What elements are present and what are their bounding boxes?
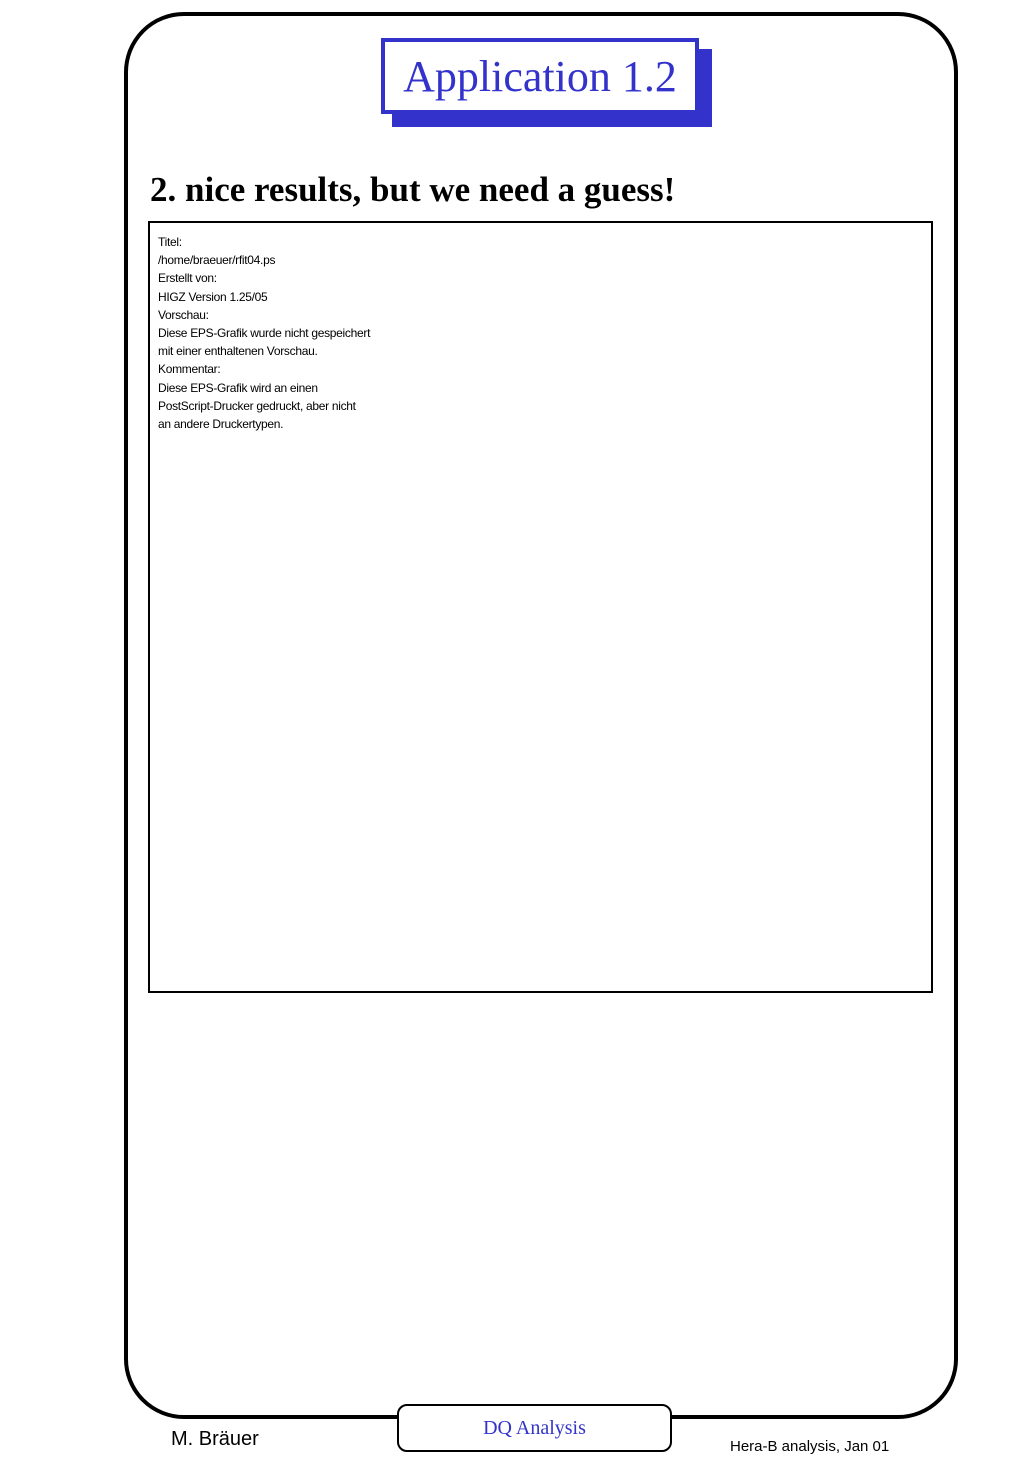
slide-subtitle: 2. nice results, but we need a guess! bbox=[150, 170, 676, 209]
eps-info-line: /home/braeuer/rfit04.ps bbox=[158, 253, 276, 268]
footer-center-label: DQ Analysis bbox=[483, 1416, 586, 1439]
eps-info-line: PostScript-Drucker gedruckt, aber nicht bbox=[158, 398, 356, 413]
eps-info-line: HIGZ Version 1.25/05 bbox=[158, 289, 268, 304]
eps-info-line: Titel: bbox=[158, 235, 182, 249]
eps-info-line: Kommentar: bbox=[158, 362, 221, 377]
footer-author: M. Bräuer bbox=[171, 1428, 259, 1450]
eps-info-line: mit einer enthaltenen Vorschau. bbox=[158, 344, 318, 359]
eps-info-line: an andere Druckertypen. bbox=[158, 417, 284, 432]
eps-info-line: Diese EPS-Grafik wurde nicht gespeichert bbox=[158, 326, 371, 341]
footer-event: Hera-B analysis, Jan 01 bbox=[730, 1438, 890, 1455]
eps-info-line: Diese EPS-Grafik wird an einen bbox=[158, 380, 318, 395]
title-box bbox=[381, 38, 699, 114]
footer-tab bbox=[397, 1404, 672, 1452]
eps-info-line: Vorschau: bbox=[158, 307, 209, 322]
eps-placeholder-box bbox=[148, 221, 933, 993]
page-title: Application 1.2 bbox=[403, 51, 677, 101]
eps-info-line: Erstellt von: bbox=[158, 271, 217, 286]
eps-info-list bbox=[158, 233, 370, 433]
